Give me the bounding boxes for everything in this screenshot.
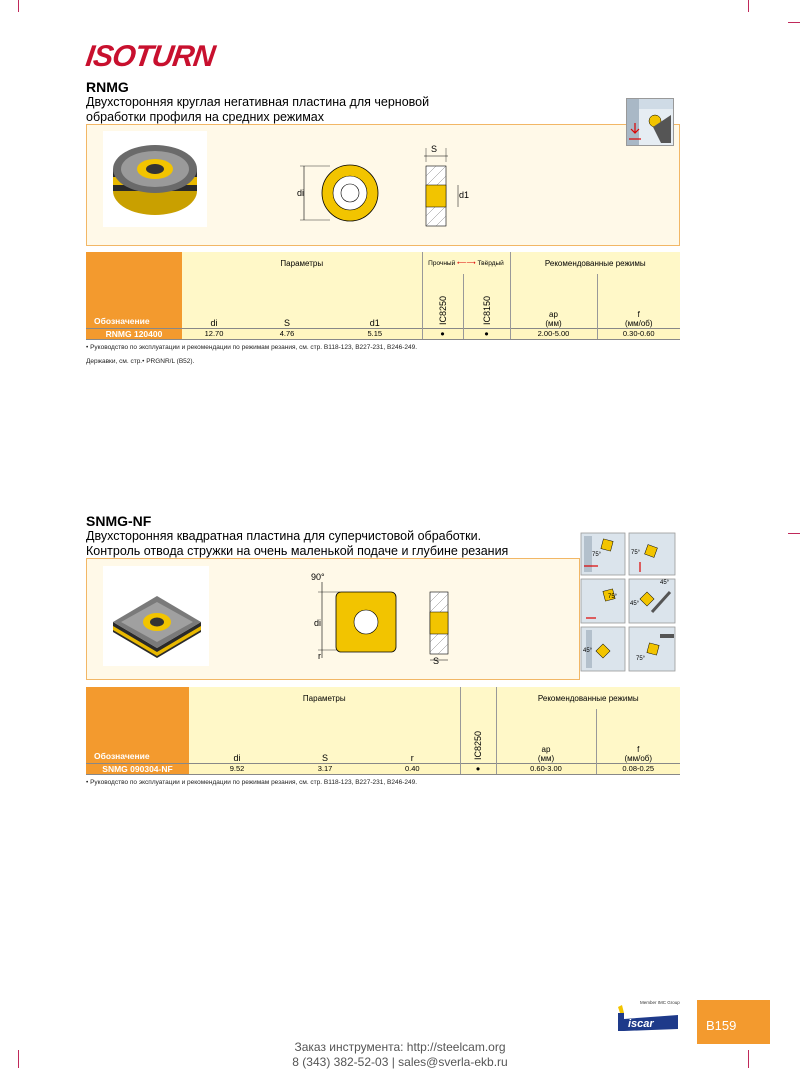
iscar-logo bbox=[618, 1005, 680, 1031]
icon-angle: 75° bbox=[636, 656, 646, 662]
contact-line: 8 (343) 382-52-03 | sales@sverla-ekb.ru bbox=[292, 1055, 508, 1069]
icon-angle: 75° bbox=[608, 594, 618, 600]
row-di: 9.52 bbox=[189, 763, 285, 774]
icon-angle: 75° bbox=[631, 550, 641, 556]
crop-mark bbox=[18, 0, 19, 12]
col-ap-label: ap bbox=[549, 309, 558, 319]
section1-desc-line2: обработки профиля на средних режимах bbox=[86, 110, 324, 124]
rnmg-front-drawing bbox=[290, 150, 400, 240]
col-di: di bbox=[182, 274, 246, 328]
rnmg-insert-photo bbox=[103, 131, 207, 227]
strong-label: Прочный bbox=[428, 260, 456, 267]
col-f bbox=[596, 709, 680, 763]
dim-s-label: S bbox=[431, 144, 438, 154]
col-ap-unit: (мм) bbox=[537, 753, 555, 763]
row-r: 0.40 bbox=[365, 763, 460, 774]
section2-note1: • Руководство по эксплуатации и рекомендации по режимам резания, см. стр. B118-123, B227-231, B246-249. bbox=[86, 779, 418, 786]
recommended-header: Рекомендованные режимы bbox=[510, 252, 680, 274]
page-number: B159 bbox=[706, 1018, 737, 1033]
col-f bbox=[597, 274, 680, 328]
row-d1: 5.15 bbox=[328, 328, 422, 339]
row-ap: 2.00-5.00 bbox=[510, 328, 597, 339]
page-number-tab bbox=[697, 1000, 770, 1044]
section1-code: RNMG bbox=[86, 79, 129, 95]
snmg-side-drawing bbox=[420, 586, 470, 668]
section2-desc-line1: Двухсторонняя квадратная пластина для суперчистовой обработки. bbox=[86, 529, 482, 543]
col-s: S bbox=[246, 274, 328, 328]
icon-angle: 45° bbox=[630, 601, 640, 607]
svg-text:iscar: iscar bbox=[628, 1018, 654, 1030]
hard-label: Твёрдый bbox=[477, 260, 504, 267]
row-f: 0.30-0.60 bbox=[597, 328, 680, 339]
col-f-label: f bbox=[637, 744, 640, 754]
col-ap-unit: (мм) bbox=[545, 318, 562, 328]
row-s: 4.76 bbox=[246, 328, 328, 339]
col-f-unit: (мм/об) bbox=[624, 318, 653, 328]
member-text: Member IMC Group bbox=[640, 1000, 680, 1005]
dim-d1-label: d1 bbox=[459, 190, 470, 200]
col-ap bbox=[496, 709, 596, 763]
row-grade2-dot: ● bbox=[463, 328, 510, 339]
range-arrow-icon: ⟵⟶ bbox=[457, 260, 476, 267]
rnmg-application-icon bbox=[626, 98, 674, 146]
row-f: 0.08-0.25 bbox=[596, 763, 680, 774]
col-r: r bbox=[365, 709, 460, 763]
crop-mark bbox=[748, 0, 749, 12]
crop-mark bbox=[788, 533, 800, 534]
rnmg-spec-table bbox=[86, 252, 680, 340]
icon-angle: 75° bbox=[592, 552, 602, 558]
table-row bbox=[86, 763, 680, 774]
row-designation: SNMG 090304-NF bbox=[86, 763, 189, 774]
crop-mark bbox=[788, 22, 800, 23]
col-di: di bbox=[189, 709, 285, 763]
col-ap-label: ap bbox=[541, 744, 551, 754]
section1-note1: • Руководство по эксплуатации и рекомендации по режимам резания, см. стр. B118-123, B227-231, B246-249. bbox=[86, 344, 418, 351]
recommended-header: Рекомендованные режимы bbox=[496, 687, 680, 709]
grade-ic8250: IC8250 bbox=[437, 296, 448, 326]
section1-desc-line1: Двухсторонняя круглая негативная пластина для черновой bbox=[86, 95, 430, 109]
snmg-application-icons bbox=[580, 532, 676, 672]
params-header: Параметры bbox=[182, 252, 422, 274]
dim-s-label: S bbox=[433, 656, 440, 666]
section1-note2: Державки, см. стр.• PRGNR/L (B52). bbox=[86, 358, 195, 365]
col-f-label: f bbox=[637, 309, 640, 319]
row-s: 3.17 bbox=[285, 763, 365, 774]
row-grade1-dot: ● bbox=[422, 328, 463, 339]
snmg-spec-table bbox=[86, 687, 680, 775]
section2-desc-line2: Контроль отвода стружки на очень маленькой подаче и глубине резания bbox=[86, 544, 509, 558]
params-header: Параметры bbox=[189, 687, 460, 709]
dim-r-label: r bbox=[318, 651, 321, 661]
dim-angle-label: 90° bbox=[311, 572, 325, 582]
row-grade1-dot: ● bbox=[460, 763, 496, 774]
isoturn-logo: ISOTURN bbox=[83, 40, 217, 73]
designation-header: Обозначение bbox=[86, 687, 189, 763]
grade-range-header bbox=[422, 252, 510, 274]
dim-di-label: di bbox=[314, 618, 322, 628]
col-s: S bbox=[285, 709, 365, 763]
grade-ic8150: IC8150 bbox=[481, 296, 492, 326]
table-row bbox=[86, 328, 680, 339]
section2-code: SNMG-NF bbox=[86, 513, 152, 529]
grade-ic8250: IC8250 bbox=[473, 731, 483, 761]
icon-angle: 45° bbox=[583, 648, 593, 654]
designation-header: Обозначение bbox=[86, 252, 182, 328]
dim-di-label: di bbox=[297, 188, 305, 198]
row-ap: 0.60-3.00 bbox=[496, 763, 596, 774]
row-designation: RNMG 120400 bbox=[86, 328, 182, 339]
col-ap bbox=[510, 274, 597, 328]
icon-angle: 45° bbox=[660, 580, 670, 586]
rnmg-side-drawing bbox=[412, 140, 482, 235]
col-d1: d1 bbox=[328, 274, 422, 328]
row-di: 12.70 bbox=[182, 328, 246, 339]
order-line: Заказ инструмента: http://steelcam.org bbox=[294, 1040, 506, 1054]
snmg-insert-photo bbox=[103, 566, 209, 666]
col-f-unit: (мм/об) bbox=[624, 753, 653, 763]
